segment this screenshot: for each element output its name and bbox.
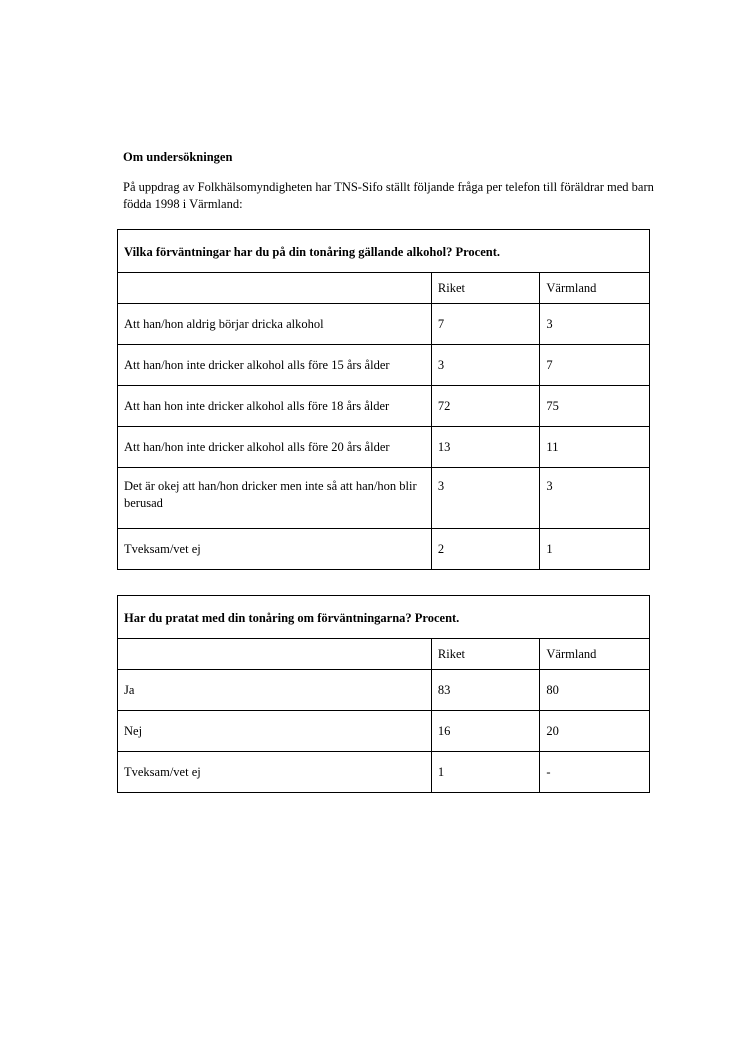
table-row	[118, 711, 650, 752]
table-row	[118, 670, 650, 711]
varmland-value: 80	[540, 670, 650, 711]
table-row	[118, 752, 650, 793]
table-header-row	[118, 639, 650, 670]
expectations-table	[117, 229, 650, 570]
riket-value: 7	[431, 304, 540, 345]
riket-value: 3	[431, 468, 540, 529]
varmland-value: 20	[540, 711, 650, 752]
riket-value: 83	[431, 670, 540, 711]
riket-value: 3	[431, 345, 540, 386]
table-title-row	[118, 596, 650, 639]
table-row	[118, 345, 650, 386]
table-title-row	[118, 230, 650, 273]
table-title: Vilka förväntningar har du på din tonåring gällande alkohol? Procent.	[118, 230, 650, 273]
row-label: Att han/hon aldrig börjar dricka alkohol	[118, 304, 432, 345]
riket-value: 16	[431, 711, 540, 752]
row-label: Det är okej att han/hon dricker men inte så att han/hon blir berusad	[118, 468, 432, 529]
table-row	[118, 468, 650, 529]
table-header-row	[118, 273, 650, 304]
varmland-value: 3	[540, 468, 650, 529]
riket-value: 2	[431, 529, 540, 570]
intro-paragraph: På uppdrag av Folkhälsomyndigheten har TNS-Sifo ställt följande fråga per telefon till föräldrar med barn födda 1998 i Värmland:	[123, 180, 654, 211]
varmland-value: 75	[540, 386, 650, 427]
row-label: Ja	[118, 670, 432, 711]
table-row	[118, 427, 650, 468]
varmland-value: 3	[540, 304, 650, 345]
varmland-value: 7	[540, 345, 650, 386]
riket-value: 72	[431, 386, 540, 427]
header-cell-varmland: Värmland	[540, 273, 650, 304]
row-label: Nej	[118, 711, 432, 752]
header-cell-varmland: Värmland	[540, 639, 650, 670]
table-row	[118, 304, 650, 345]
table-title: Har du pratat med din tonåring om förväntningarna? Procent.	[118, 596, 650, 639]
row-label: Tveksam/vet ej	[118, 529, 432, 570]
table-row	[118, 386, 650, 427]
table-row	[118, 529, 650, 570]
section-heading: Om undersökningen	[123, 150, 233, 164]
row-label: Att han/hon inte dricker alkohol alls före 15 års ålder	[118, 345, 432, 386]
varmland-value: 1	[540, 529, 650, 570]
row-label: Tveksam/vet ej	[118, 752, 432, 793]
header-cell-empty	[118, 273, 432, 304]
row-label: Att han/hon inte dricker alkohol alls före 20 års ålder	[118, 427, 432, 468]
varmland-value: 11	[540, 427, 650, 468]
riket-value: 13	[431, 427, 540, 468]
varmland-value: -	[540, 752, 650, 793]
header-cell-riket: Riket	[431, 639, 540, 670]
row-label: Att han hon inte dricker alkohol alls före 18 års ålder	[118, 386, 432, 427]
riket-value: 1	[431, 752, 540, 793]
conversation-table	[117, 595, 650, 793]
header-cell-empty	[118, 639, 432, 670]
header-cell-riket: Riket	[431, 273, 540, 304]
